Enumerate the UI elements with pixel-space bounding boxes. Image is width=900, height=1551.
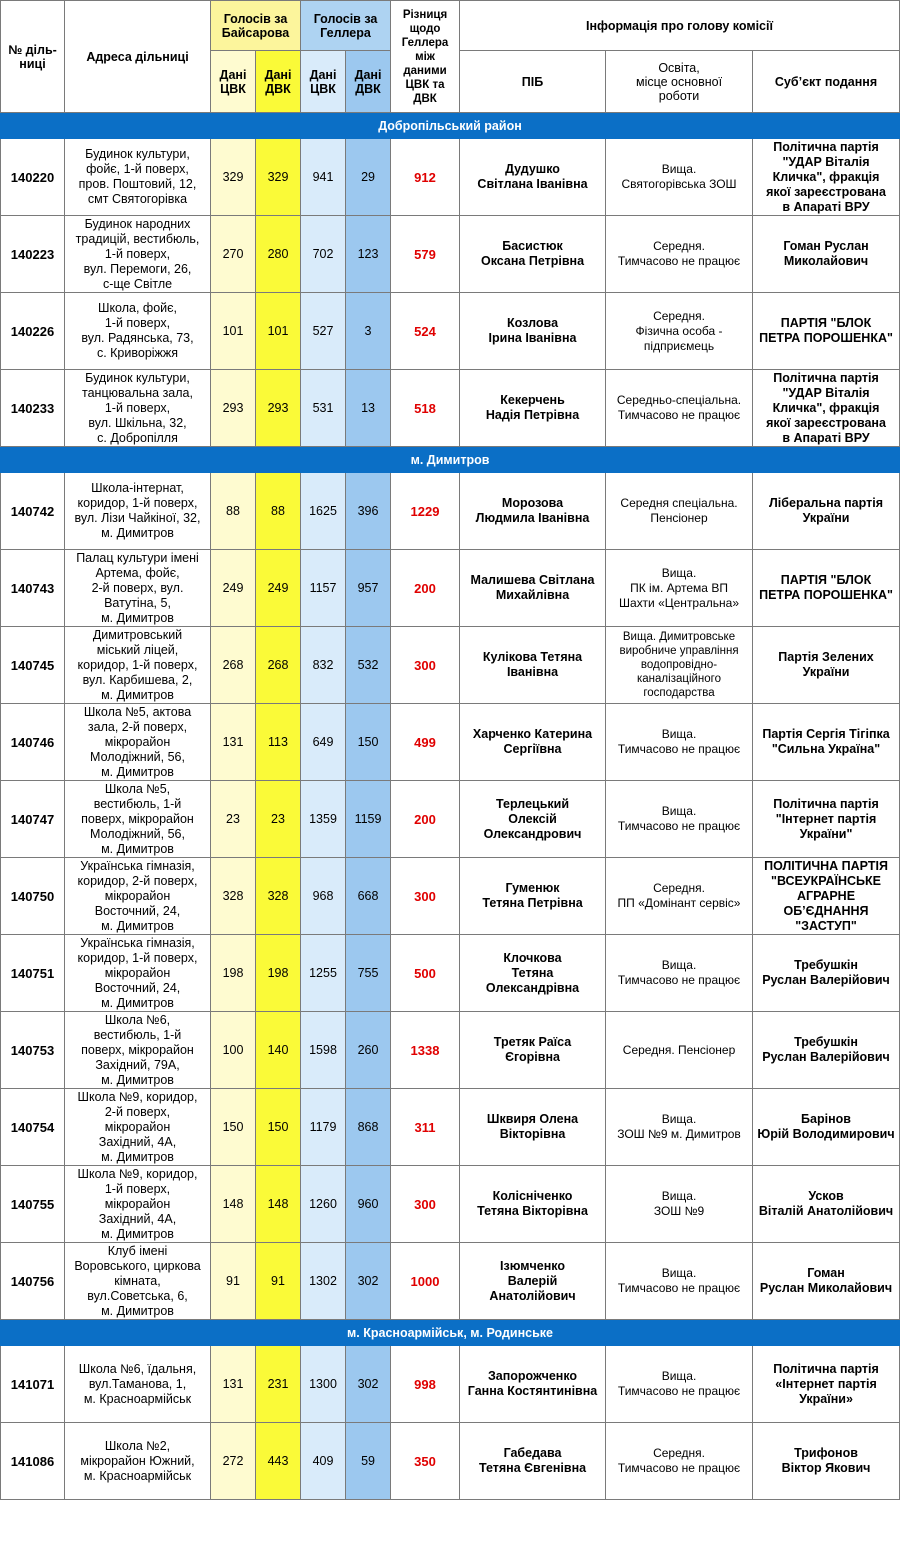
baisarov-cvk-cell: 100 [211, 1012, 256, 1089]
geller-dvk-cell: 302 [346, 1243, 391, 1320]
difference-cell: 200 [391, 550, 460, 627]
nominating-subject-cell: Партія Сергія Тігіпка "Сильна Україна" [753, 704, 900, 781]
table-row [1, 1423, 900, 1500]
geller-cvk-cell: 409 [301, 1423, 346, 1500]
geller-dvk-cell: 260 [346, 1012, 391, 1089]
difference-cell: 998 [391, 1346, 460, 1423]
chair-education-cell: Вища. Тимчасово не працює [606, 1346, 753, 1423]
chair-education-cell: Вища. Димитровське виробниче управління водопровідно- каналізаційного господарства [606, 627, 753, 704]
polling-station-number: 140745 [1, 627, 65, 704]
difference-cell: 300 [391, 1166, 460, 1243]
baisarov-cvk-cell: 91 [211, 1243, 256, 1320]
address-cell: Школа №9, коридор, 1-й поверх, мікрорайон Західний, 4А, м. Димитров [65, 1166, 211, 1243]
district-row [1, 113, 900, 139]
table-row [1, 293, 900, 370]
address-cell: Школа №6, вестибюль, 1-й поверх, мікрорайон Західний, 79А, м. Димитров [65, 1012, 211, 1089]
chair-name-cell: Ізюмченко Валерій Анатолійович [460, 1243, 606, 1320]
baisarov-dvk-cell: 329 [256, 139, 301, 216]
geller-dvk-cell: 957 [346, 550, 391, 627]
geller-cvk-cell: 968 [301, 858, 346, 935]
baisarov-cvk-cell: 249 [211, 550, 256, 627]
header-info: Інформація про голову комісії [460, 1, 900, 51]
geller-dvk-cell: 755 [346, 935, 391, 1012]
district-title: Добропільський район [1, 113, 900, 139]
address-cell: Школа №2, мікрорайон Южний, м. Красноармійськ [65, 1423, 211, 1500]
difference-cell: 350 [391, 1423, 460, 1500]
nominating-subject-cell: Требушкін Руслан Валерійович [753, 935, 900, 1012]
geller-dvk-cell: 868 [346, 1089, 391, 1166]
table-body [1, 113, 900, 1500]
chair-education-cell: Середня. Пенсіонер [606, 1012, 753, 1089]
chair-education-cell: Середня. Тимчасово не працює [606, 216, 753, 293]
nominating-subject-cell: Трифонов Віктор Якович [753, 1423, 900, 1500]
chair-education-cell: Середня спеціальна. Пенсіонер [606, 473, 753, 550]
geller-cvk-cell: 832 [301, 627, 346, 704]
polling-station-number: 140753 [1, 1012, 65, 1089]
geller-cvk-cell: 941 [301, 139, 346, 216]
polling-station-number: 140226 [1, 293, 65, 370]
nominating-subject-cell: ПОЛІТИЧНА ПАРТІЯ "ВСЕУКРАЇНСЬКЕ АГРАРНЕ ОБ’ЄДНАННЯ "ЗАСТУП" [753, 858, 900, 935]
baisarov-cvk-cell: 101 [211, 293, 256, 370]
chair-education-cell: Вища. Тимчасово не працює [606, 1243, 753, 1320]
nominating-subject-cell: Політична партія "УДАР Віталія Кличка", фракція якої зареєстрована в Апараті ВРУ [753, 370, 900, 447]
table-row [1, 704, 900, 781]
nominating-subject-cell: ПАРТІЯ "БЛОК ПЕТРА ПОРОШЕНКА" [753, 550, 900, 627]
polling-station-number: 140755 [1, 1166, 65, 1243]
polling-station-number: 140750 [1, 858, 65, 935]
header-geller-dvk: Дані ДВК [346, 51, 391, 113]
table-row [1, 627, 900, 704]
difference-cell: 311 [391, 1089, 460, 1166]
baisarov-cvk-cell: 268 [211, 627, 256, 704]
geller-cvk-cell: 1625 [301, 473, 346, 550]
baisarov-cvk-cell: 150 [211, 1089, 256, 1166]
address-cell: Будинок культури, фойє, 1-й поверх, пров. Поштовий, 12, смт Святогорівка [65, 139, 211, 216]
chair-name-cell: Запорожченко Ганна Костянтинівна [460, 1346, 606, 1423]
address-cell: Будинок народних традицій, вестибюль, 1-й поверх, вул. Перемоги, 26, с-ще Світле [65, 216, 211, 293]
address-cell: Димитровський міський ліцей, коридор, 1-й поверх, вул. Карбишева, 2, м. Димитров [65, 627, 211, 704]
baisarov-cvk-cell: 198 [211, 935, 256, 1012]
polling-station-number: 140747 [1, 781, 65, 858]
nominating-subject-cell: Гоман Руслан Миколайович [753, 1243, 900, 1320]
baisarov-cvk-cell: 148 [211, 1166, 256, 1243]
baisarov-dvk-cell: 140 [256, 1012, 301, 1089]
geller-cvk-cell: 1260 [301, 1166, 346, 1243]
baisarov-cvk-cell: 23 [211, 781, 256, 858]
difference-cell: 300 [391, 858, 460, 935]
polling-station-number: 140220 [1, 139, 65, 216]
chair-education-cell: Вища. Тимчасово не працює [606, 704, 753, 781]
difference-cell: 500 [391, 935, 460, 1012]
polling-station-number: 140233 [1, 370, 65, 447]
chair-name-cell: Клочкова Тетяна Олександрівна [460, 935, 606, 1012]
baisarov-dvk-cell: 91 [256, 1243, 301, 1320]
address-cell: Школа №5, актова зала, 2-й поверх, мікрорайон Молодіжний, 56, м. Димитров [65, 704, 211, 781]
table-row [1, 1166, 900, 1243]
geller-cvk-cell: 527 [301, 293, 346, 370]
header-pib: ПІБ [460, 51, 606, 113]
header-baisarov-cvk: Дані ЦВК [211, 51, 256, 113]
baisarov-dvk-cell: 268 [256, 627, 301, 704]
chair-name-cell: Козлова Ірина Іванівна [460, 293, 606, 370]
geller-cvk-cell: 1179 [301, 1089, 346, 1166]
nominating-subject-cell: Політична партія "Інтернет партія України" [753, 781, 900, 858]
address-cell: Школа №5, вестибюль, 1-й поверх, мікрорайон Молодіжний, 56, м. Димитров [65, 781, 211, 858]
baisarov-dvk-cell: 88 [256, 473, 301, 550]
geller-cvk-cell: 1255 [301, 935, 346, 1012]
difference-cell: 912 [391, 139, 460, 216]
nominating-subject-cell: Ліберальна партія України [753, 473, 900, 550]
baisarov-cvk-cell: 328 [211, 858, 256, 935]
header-geller: Голосів за Геллера [301, 1, 391, 51]
geller-dvk-cell: 396 [346, 473, 391, 550]
baisarov-dvk-cell: 113 [256, 704, 301, 781]
header-geller-cvk: Дані ЦВК [301, 51, 346, 113]
chair-education-cell: Вища. Святогорівська ЗОШ [606, 139, 753, 216]
nominating-subject-cell: Усков Віталій Анатолійович [753, 1166, 900, 1243]
polling-station-number: 140756 [1, 1243, 65, 1320]
address-cell: Українська гімназія, коридор, 1-й поверх, мікрорайон Восточний, 24, м. Димитров [65, 935, 211, 1012]
geller-dvk-cell: 3 [346, 293, 391, 370]
nominating-subject-cell: ПАРТІЯ "БЛОК ПЕТРА ПОРОШЕНКА" [753, 293, 900, 370]
address-cell: Клуб імені Воровського, циркова кімната, вул.Советська, 6, м. Димитров [65, 1243, 211, 1320]
district-row [1, 1320, 900, 1346]
polling-station-number: 141071 [1, 1346, 65, 1423]
table-row [1, 473, 900, 550]
geller-dvk-cell: 532 [346, 627, 391, 704]
chair-name-cell: Терлецький Олексій Олександрович [460, 781, 606, 858]
polling-station-number: 141086 [1, 1423, 65, 1500]
geller-dvk-cell: 668 [346, 858, 391, 935]
header-num: № діль- ниці [1, 1, 65, 113]
geller-cvk-cell: 531 [301, 370, 346, 447]
header-baisarov-dvk: Дані ДВК [256, 51, 301, 113]
address-cell: Школа №6, їдальня, вул.Таманова, 1, м. Красноармійськ [65, 1346, 211, 1423]
geller-dvk-cell: 29 [346, 139, 391, 216]
chair-education-cell: Вища. Тимчасово не працює [606, 935, 753, 1012]
address-cell: Будинок культури, танцювальна зала, 1-й поверх, вул. Шкільна, 32, с. Добропілля [65, 370, 211, 447]
baisarov-cvk-cell: 293 [211, 370, 256, 447]
difference-cell: 200 [391, 781, 460, 858]
district-title: м. Димитров [1, 447, 900, 473]
baisarov-cvk-cell: 329 [211, 139, 256, 216]
table-row [1, 1243, 900, 1320]
geller-dvk-cell: 302 [346, 1346, 391, 1423]
geller-cvk-cell: 1302 [301, 1243, 346, 1320]
baisarov-cvk-cell: 272 [211, 1423, 256, 1500]
baisarov-dvk-cell: 443 [256, 1423, 301, 1500]
difference-cell: 1000 [391, 1243, 460, 1320]
chair-name-cell: Третяк Раїса Єгорівна [460, 1012, 606, 1089]
chair-name-cell: Харченко Катерина Сергіївна [460, 704, 606, 781]
polling-station-number: 140751 [1, 935, 65, 1012]
difference-cell: 518 [391, 370, 460, 447]
chair-education-cell: Середня. ПП «Домінант сервіс» [606, 858, 753, 935]
chair-education-cell: Середня. Тимчасово не працює [606, 1423, 753, 1500]
table-row [1, 1346, 900, 1423]
chair-education-cell: Вища. ЗОШ №9 м. Димитров [606, 1089, 753, 1166]
baisarov-dvk-cell: 101 [256, 293, 301, 370]
baisarov-dvk-cell: 148 [256, 1166, 301, 1243]
baisarov-cvk-cell: 131 [211, 1346, 256, 1423]
table-row [1, 935, 900, 1012]
table-row [1, 550, 900, 627]
baisarov-dvk-cell: 249 [256, 550, 301, 627]
chair-name-cell: Гуменюк Тетяна Петрівна [460, 858, 606, 935]
address-cell: Палац культури імені Артема, фойє, 2-й поверх, вул. Ватутіна, 5, м. Димитров [65, 550, 211, 627]
baisarov-dvk-cell: 23 [256, 781, 301, 858]
header-address: Адреса дільниці [65, 1, 211, 113]
geller-cvk-cell: 1300 [301, 1346, 346, 1423]
baisarov-dvk-cell: 328 [256, 858, 301, 935]
chair-name-cell: Морозова Людмила Іванівна [460, 473, 606, 550]
baisarov-dvk-cell: 293 [256, 370, 301, 447]
polling-station-number: 140742 [1, 473, 65, 550]
chair-education-cell: Вища. ПК ім. Артема ВП Шахти «Центральна» [606, 550, 753, 627]
chair-name-cell: Габедава Тетяна Євгенівна [460, 1423, 606, 1500]
nominating-subject-cell: Партія Зелених України [753, 627, 900, 704]
table-row [1, 1089, 900, 1166]
difference-cell: 579 [391, 216, 460, 293]
baisarov-dvk-cell: 150 [256, 1089, 301, 1166]
geller-dvk-cell: 13 [346, 370, 391, 447]
nominating-subject-cell: Гоман Руслан Миколайович [753, 216, 900, 293]
address-cell: Школа-інтернат, коридор, 1-й поверх, вул. Лізи Чайкіної, 32, м. Димитров [65, 473, 211, 550]
table-row [1, 781, 900, 858]
chair-name-cell: Шквиря Олена Вікторівна [460, 1089, 606, 1166]
header-diff: Різниця щодо Геллера між даними ЦВК та ДВК [391, 1, 460, 113]
table-row [1, 858, 900, 935]
table-row [1, 1012, 900, 1089]
difference-cell: 1338 [391, 1012, 460, 1089]
chair-name-cell: Дудушко Світлана Іванівна [460, 139, 606, 216]
geller-dvk-cell: 59 [346, 1423, 391, 1500]
table-row [1, 139, 900, 216]
baisarov-dvk-cell: 231 [256, 1346, 301, 1423]
geller-dvk-cell: 150 [346, 704, 391, 781]
geller-dvk-cell: 123 [346, 216, 391, 293]
chair-name-cell: Кекерчень Надія Петрівна [460, 370, 606, 447]
geller-cvk-cell: 649 [301, 704, 346, 781]
chair-education-cell: Середня. Фізична особа - підприємець [606, 293, 753, 370]
chair-name-cell: Басистюк Оксана Петрівна [460, 216, 606, 293]
baisarov-cvk-cell: 270 [211, 216, 256, 293]
polling-station-number: 140746 [1, 704, 65, 781]
table-row [1, 370, 900, 447]
chair-education-cell: Вища. ЗОШ №9 [606, 1166, 753, 1243]
geller-cvk-cell: 1598 [301, 1012, 346, 1089]
polling-station-number: 140223 [1, 216, 65, 293]
chair-name-cell: Малишева Світлана Михайлівна [460, 550, 606, 627]
address-cell: Школа, фойє, 1-й поверх, вул. Радянська, 73, с. Криворіжжя [65, 293, 211, 370]
nominating-subject-cell: Політична партія «Інтернет партія України» [753, 1346, 900, 1423]
chair-name-cell: Колісніченко Тетяна Вікторівна [460, 1166, 606, 1243]
chair-name-cell: Кулікова Тетяна Іванівна [460, 627, 606, 704]
geller-dvk-cell: 960 [346, 1166, 391, 1243]
geller-cvk-cell: 1157 [301, 550, 346, 627]
nominating-subject-cell: Требушкін Руслан Валерійович [753, 1012, 900, 1089]
geller-cvk-cell: 702 [301, 216, 346, 293]
baisarov-cvk-cell: 131 [211, 704, 256, 781]
header-edu: Освіта, місце основної роботи [606, 51, 753, 113]
difference-cell: 524 [391, 293, 460, 370]
geller-dvk-cell: 1159 [346, 781, 391, 858]
chair-education-cell: Середньо-спеціальна. Тимчасово не працює [606, 370, 753, 447]
header-baisarov: Голосів за Байсарова [211, 1, 301, 51]
nominating-subject-cell: Політична партія "УДАР Віталія Кличка", фракція якої зареєстрована в Апараті ВРУ [753, 139, 900, 216]
baisarov-dvk-cell: 280 [256, 216, 301, 293]
chair-education-cell: Вища. Тимчасово не працює [606, 781, 753, 858]
geller-cvk-cell: 1359 [301, 781, 346, 858]
table-row [1, 216, 900, 293]
difference-cell: 1229 [391, 473, 460, 550]
header-subject: Суб’єкт подання [753, 51, 900, 113]
polling-station-number: 140743 [1, 550, 65, 627]
baisarov-dvk-cell: 198 [256, 935, 301, 1012]
district-title: м. Красноармійськ, м. Родинське [1, 1320, 900, 1346]
address-cell: Українська гімназія, коридор, 2-й поверх, мікрорайон Восточний, 24, м. Димитров [65, 858, 211, 935]
baisarov-cvk-cell: 88 [211, 473, 256, 550]
polling-station-number: 140754 [1, 1089, 65, 1166]
difference-cell: 300 [391, 627, 460, 704]
nominating-subject-cell: Барінов Юрій Володимирович [753, 1089, 900, 1166]
address-cell: Школа №9, коридор, 2-й поверх, мікрорайон Західний, 4А, м. Димитров [65, 1089, 211, 1166]
difference-cell: 499 [391, 704, 460, 781]
district-row [1, 447, 900, 473]
